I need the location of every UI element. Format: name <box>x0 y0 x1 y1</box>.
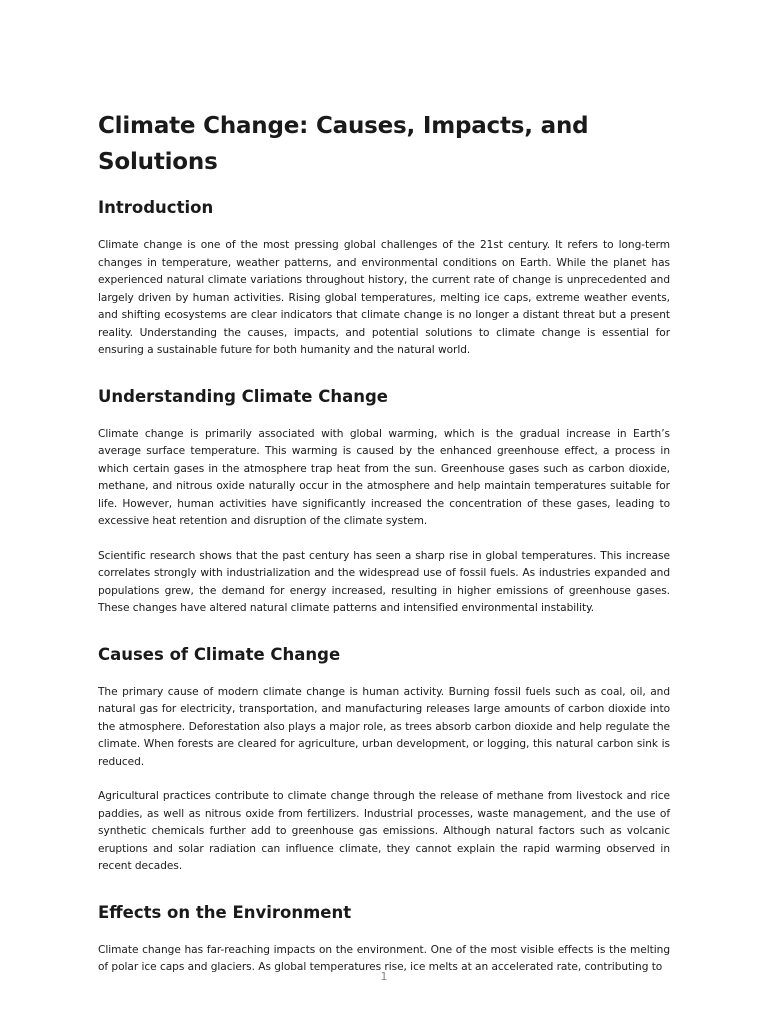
section-heading-introduction: Introduction <box>98 198 214 217</box>
document-body <box>98 108 670 977</box>
paragraph-effects-1: Climate change has far-reaching impacts on the environment. One of the most visible effects is the melting of polar ice caps and glaciers. As global temperatures rise, ice melts at an accelerated rate, contributing to <box>98 943 670 973</box>
section-heading-effects: Effects on the Environment <box>98 902 352 922</box>
page-number: 1 <box>380 970 388 983</box>
paragraph-understanding-1: Climate change is primarily associated with global warming, which is the gradual increase in Earth’s average surface temperature. This warming is caused by the enhanced greenhouse effect, a process in which certain gases in the atmosphere trap heat from the sun. Greenhouse gases such as carbon dioxide, methane, and nitrous oxide naturally occur in the atmosphere and help maintain temperatures suitable for life. However, human activities have significantly increased the concentration of these gases, leading to excessive heat retention and disruption of the climate system. <box>98 427 670 527</box>
paragraph-understanding-2: Scientific research shows that the past century has seen a sharp rise in global temperatures. This increase correlates strongly with industrialization and the widespread use of fossil fuels. As industries expanded and populations grew, the demand for energy increased, resulting in higher emissions of greenhouse gases. These changes have altered natural climate patterns and intensified environmental instability. <box>98 549 670 614</box>
paragraph-causes-1: The primary cause of modern climate change is human activity. Burning fossil fuels such as coal, oil, and natural gas for electricity, transportation, and manufacturing releases large amounts of carbon dioxide into the atmosphere. Deforestation also plays a major role, as trees absorb carbon dioxide and help regulate the climate. When forests are cleared for agriculture, urban development, or logging, this natural carbon sink is reduced. <box>98 685 670 768</box>
paragraph-introduction: Climate change is one of the most pressing global challenges of the 21st century. It refers to long-term changes in temperature, weather patterns, and environmental conditions on Earth. While the planet has experienced natural climate variations throughout history, the current rate of change is unprecedented and largely driven by human activities. Rising global temperatures, melting ice caps, extreme weather events, and shifting ecosystems are clear indicators that climate change is no longer a distant threat but a present reality. Understanding the causes, impacts, and potential solutions to climate change is essential for ensuring a sustainable future for both humanity and the natural world. <box>98 239 670 356</box>
section-heading-understanding: Understanding Climate Change <box>98 386 388 406</box>
document-title: Climate Change: Causes, Impacts, and Solutions <box>98 113 589 175</box>
paragraph-causes-2: Agricultural practices contribute to climate change through the release of methane from livestock and rice paddies, as well as nitrous oxide from fertilizers. Industrial processes, waste management, and the use of synthetic chemicals further add to greenhouse gas emissions. Although natural factors such as volcanic eruptions and solar radiation can influence climate, they cannot explain the rapid warming observed in recent decades. <box>98 790 670 872</box>
section-heading-causes: Causes of Climate Change <box>98 644 341 664</box>
